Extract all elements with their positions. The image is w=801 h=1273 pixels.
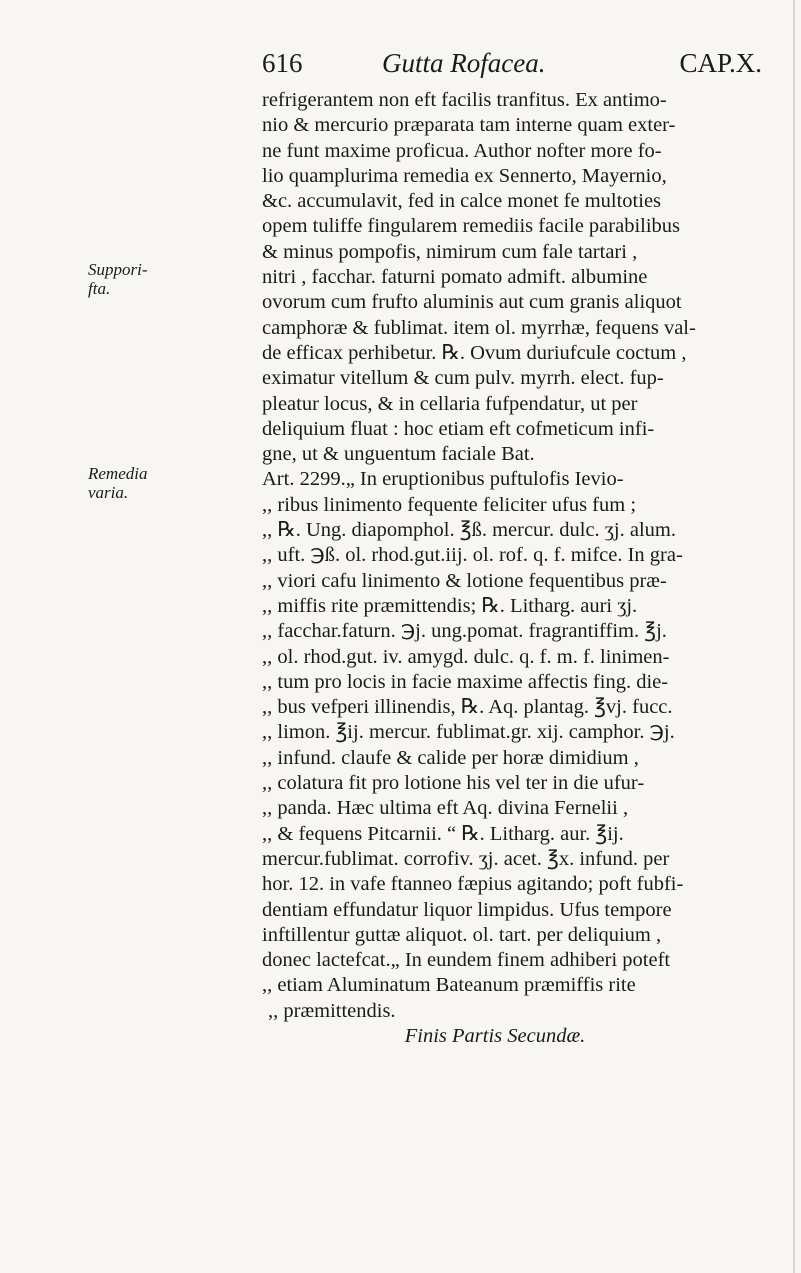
page-edge: [793, 0, 795, 1273]
text-line: nio & mercurio præparata tam interne quam exter-: [262, 114, 676, 137]
text-line: ,, panda. Hæc ultima eft Aq. divina Fernelii ,: [262, 797, 629, 820]
running-header: [262, 48, 762, 88]
text-line: lio quamplurima remedia ex Sennerto, Mayernio,: [262, 164, 667, 187]
margin-note-supporifta: [88, 260, 148, 298]
text-line: inftillentur guttæ aliquot. ol. tart. per deliquium ,: [262, 923, 662, 946]
text-line: donec lactefcat.„ In eundem finem adhiberi poteft: [262, 949, 671, 972]
text-line: & minus pompofis, nimirum cum fale tartari ,: [262, 240, 638, 263]
text-line: deliquium fluat : hoc etiam eft cofmeticum infi-: [262, 417, 655, 440]
text-line: ,, infund. claufe & calide per horæ dimidium ,: [262, 746, 639, 769]
text-line: ,, ol. rhod.gut. iv. amygd. dulc. q. f. m. f. linimen-: [262, 645, 670, 668]
text-line: &c. accumulavit, fed in calce monet fe multoties: [262, 190, 662, 213]
text-line: opem tuliffe fingularem remediis facile parabilibus: [262, 215, 681, 238]
margin-note-line: Suppori-: [88, 260, 148, 279]
text-line: ,, & fequens Pitcarnii. “ ℞. Litharg. aur. ℥ij.: [262, 822, 624, 845]
page-number: 616: [262, 48, 303, 78]
text-line: ,, viori cafu linimento & lotione fequentibus præ-: [262, 569, 667, 592]
text-line: refrigerantem non eft facilis tranfitus. Ex antimo-: [262, 89, 667, 111]
closing-line: Finis Partis Secundæ.: [404, 1024, 586, 1047]
margin-note-line: varia.: [88, 483, 129, 502]
text-line: ,, colatura fit pro lotione his vel ter in die ufur-: [262, 772, 645, 795]
text-line: ,, miffis rite præmittendis; ℞. Litharg. auri ʒj.: [262, 594, 638, 617]
text-line: ,, tum pro locis in facie maxime affectis fing. die-: [262, 670, 669, 693]
text-line: de efficax perhibetur. ℞. Ovum duriufcule coctum ,: [262, 341, 687, 364]
running-title: Gutta Rofacea.: [382, 48, 546, 78]
text-line: camphoræ & fublimat. item ol. myrrhæ, fequens val-: [262, 316, 696, 339]
margin-note-line: fta.: [88, 279, 111, 298]
text-line: ,, etiam Aluminatum Bateanum præmiffis rite: [262, 974, 636, 997]
text-line: ,, limon. ℥ij. mercur. fublimat.gr. xij. camphor. ℈j.: [262, 721, 675, 744]
text-line: hor. 12. in vafe ftanneo fæpius agitando; poft fubfi-: [262, 873, 684, 896]
text-line: ,, uft. ℈ß. ol. rhod.gut.iij. ol. rof. q. f. mifce. In gra-: [262, 544, 683, 567]
text-line: Art. 2299.„ In eruptionibus puftulofis Ievio-: [262, 468, 624, 491]
text-line: ,, ℞. Ung. diapomphol. ℥ß. mercur. dulc. ʒj. alum.: [262, 519, 676, 542]
text-line: ,, bus vefperi illinendis, ℞. Aq. plantag. ℥vj. fucc.: [262, 696, 673, 719]
chapter-label: CAP.X.: [679, 48, 762, 78]
text-line: mercur.fublimat. corrofiv. ʒj. acet. ℥x. infund. per: [262, 847, 670, 870]
text-line: gne, ut & unguentum faciale Bat.: [262, 443, 535, 466]
text-line: ovorum cum frufto aluminis aut cum granis aliquot: [262, 291, 682, 314]
text-line: ne funt maxime proficua. Author nofter more fo-: [262, 139, 662, 162]
text-line: ,, ribus linimento fequente feliciter ufus fum ;: [262, 493, 637, 516]
text-line: pleatur locus, & in cellaria fufpendatur, ut per: [262, 392, 638, 415]
text-line: ,, facchar.faturn. ℈j. ung.pomat. fragrantiffim. ℥j.: [262, 620, 667, 643]
margin-note-line: Remedia: [88, 464, 148, 483]
text-line: ,, præmittendis.: [268, 999, 396, 1022]
text-line: eximatur vitellum & cum pulv. myrrh. elect. fup-: [262, 367, 664, 390]
text-line: nitri , facchar. faturni pomato admift. albumine: [262, 266, 648, 289]
text-line: dentiam effundatur liquor limpidus. Ufus tempore: [262, 898, 672, 921]
margin-note-remedia: [88, 464, 147, 502]
body-text: [262, 88, 768, 1049]
